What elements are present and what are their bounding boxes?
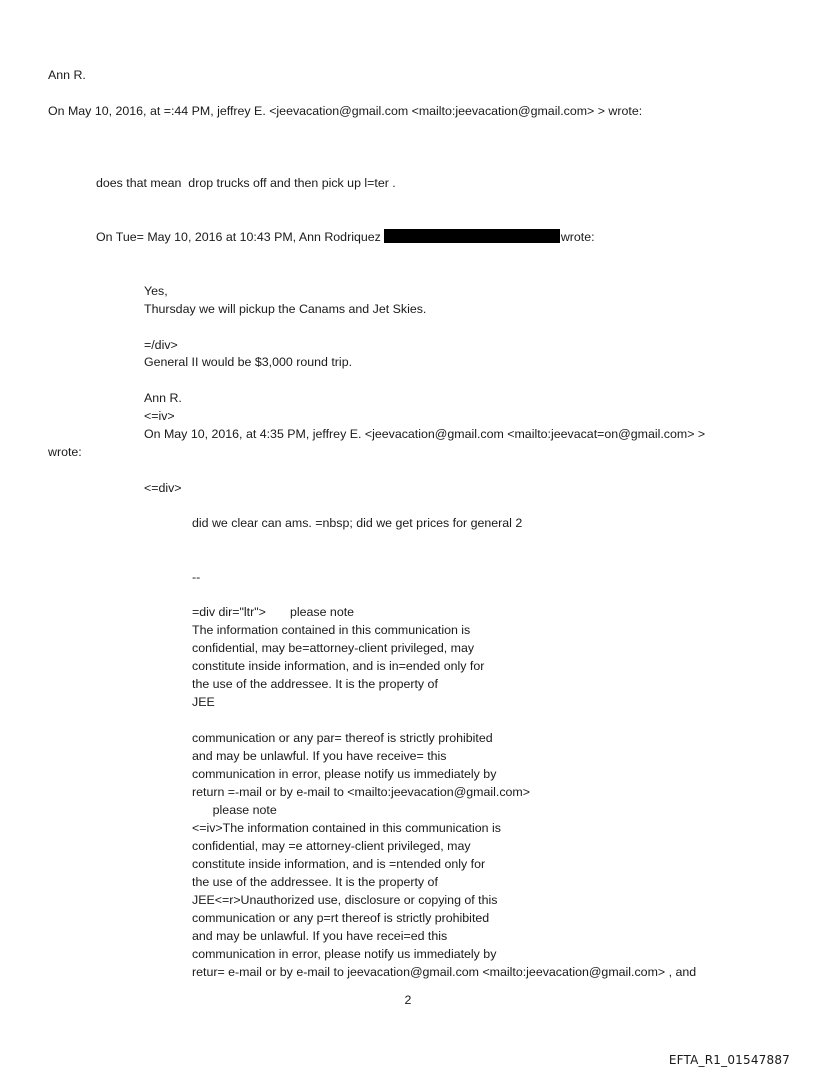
reply-header-continued: wrote: bbox=[48, 445, 82, 459]
disclaimer-line: the use of the addressee. It is the property of bbox=[192, 677, 438, 691]
disclaimer-line: return =-mail or by e-mail to <mailto:jeevacation@gmail.com> bbox=[192, 785, 530, 799]
disclaimer-line: constitute inside information, and is in=ended only for bbox=[192, 659, 485, 673]
message-text: <=iv> bbox=[144, 409, 175, 423]
document-id: EFTA_R1_01547887 bbox=[668, 1053, 790, 1067]
redaction-block bbox=[384, 229, 560, 243]
reply-header bbox=[96, 228, 595, 246]
disclaimer-line: JEE<=r>Unauthorized use, disclosure or copying of this bbox=[192, 893, 498, 907]
disclaimer-line: =div dir="ltr"> please note bbox=[192, 605, 355, 619]
reply-header-text: On Tue= May 10, 2016 at 10:43 PM, Ann Rodriquez bbox=[96, 230, 381, 244]
message-text: Thursday we will pickup the Canams and Jet Skies. bbox=[144, 302, 427, 316]
disclaimer-line: JEE bbox=[192, 695, 215, 709]
reply-header: On May 10, 2016, at 4:35 PM, jeffrey E. <jeevacation@gmail.com <mailto:jeevacat=on@gmail.com> > bbox=[144, 427, 706, 441]
message-text: <=div> bbox=[144, 481, 182, 495]
disclaimer-line: The information contained in this communication is bbox=[192, 623, 471, 637]
disclaimer-line: retur= e-mail or by e-mail to jeevacation@gmail.com <mailto:jeevacation@gmail.com> , and bbox=[192, 965, 697, 979]
reply-header-suffix: wrote: bbox=[560, 230, 595, 244]
disclaimer-line: the use of the addressee. It is the property of bbox=[192, 875, 438, 889]
disclaimer-line: communication or any par= thereof is strictly prohibited bbox=[192, 731, 493, 745]
signature-line: Ann R. bbox=[144, 391, 182, 405]
signature-line: Ann R. bbox=[48, 68, 86, 82]
message-text: =/div> bbox=[144, 338, 178, 352]
disclaimer-line: <=iv>The information contained in this communication is bbox=[192, 821, 501, 835]
message-text: does that mean drop trucks off and then pick up l=ter . bbox=[96, 176, 396, 190]
reply-header: On May 10, 2016, at =:44 PM, jeffrey E. <jeevacation@gmail.com <mailto:jeevacation@gmail.com> > wrote: bbox=[48, 104, 643, 118]
message-text: Yes, bbox=[144, 284, 168, 298]
disclaimer-line: constitute inside information, and is =ntended only for bbox=[192, 857, 486, 871]
message-text: did we clear can ams. =nbsp; did we get prices for general 2 bbox=[192, 516, 523, 530]
disclaimer-line: please note bbox=[192, 803, 277, 817]
disclaimer-line: communication in error, please notify us immediately by bbox=[192, 767, 497, 781]
page-number: 2 bbox=[404, 993, 412, 1007]
message-text: General II would be $3,000 round trip. bbox=[144, 355, 353, 369]
message-text: -- bbox=[192, 570, 201, 584]
disclaimer-line: and may be unlawful. If you have receive= this bbox=[192, 749, 447, 763]
disclaimer-line: communication or any p=rt thereof is strictly prohibited bbox=[192, 911, 490, 925]
disclaimer-line: confidential, may =e attorney-client privileged, may bbox=[192, 839, 471, 853]
disclaimer-line: and may be unlawful. If you have recei=ed this bbox=[192, 929, 448, 943]
disclaimer-line: communication in error, please notify us immediately by bbox=[192, 947, 497, 961]
disclaimer-line: confidential, may be=attorney-client privileged, may bbox=[192, 641, 475, 655]
